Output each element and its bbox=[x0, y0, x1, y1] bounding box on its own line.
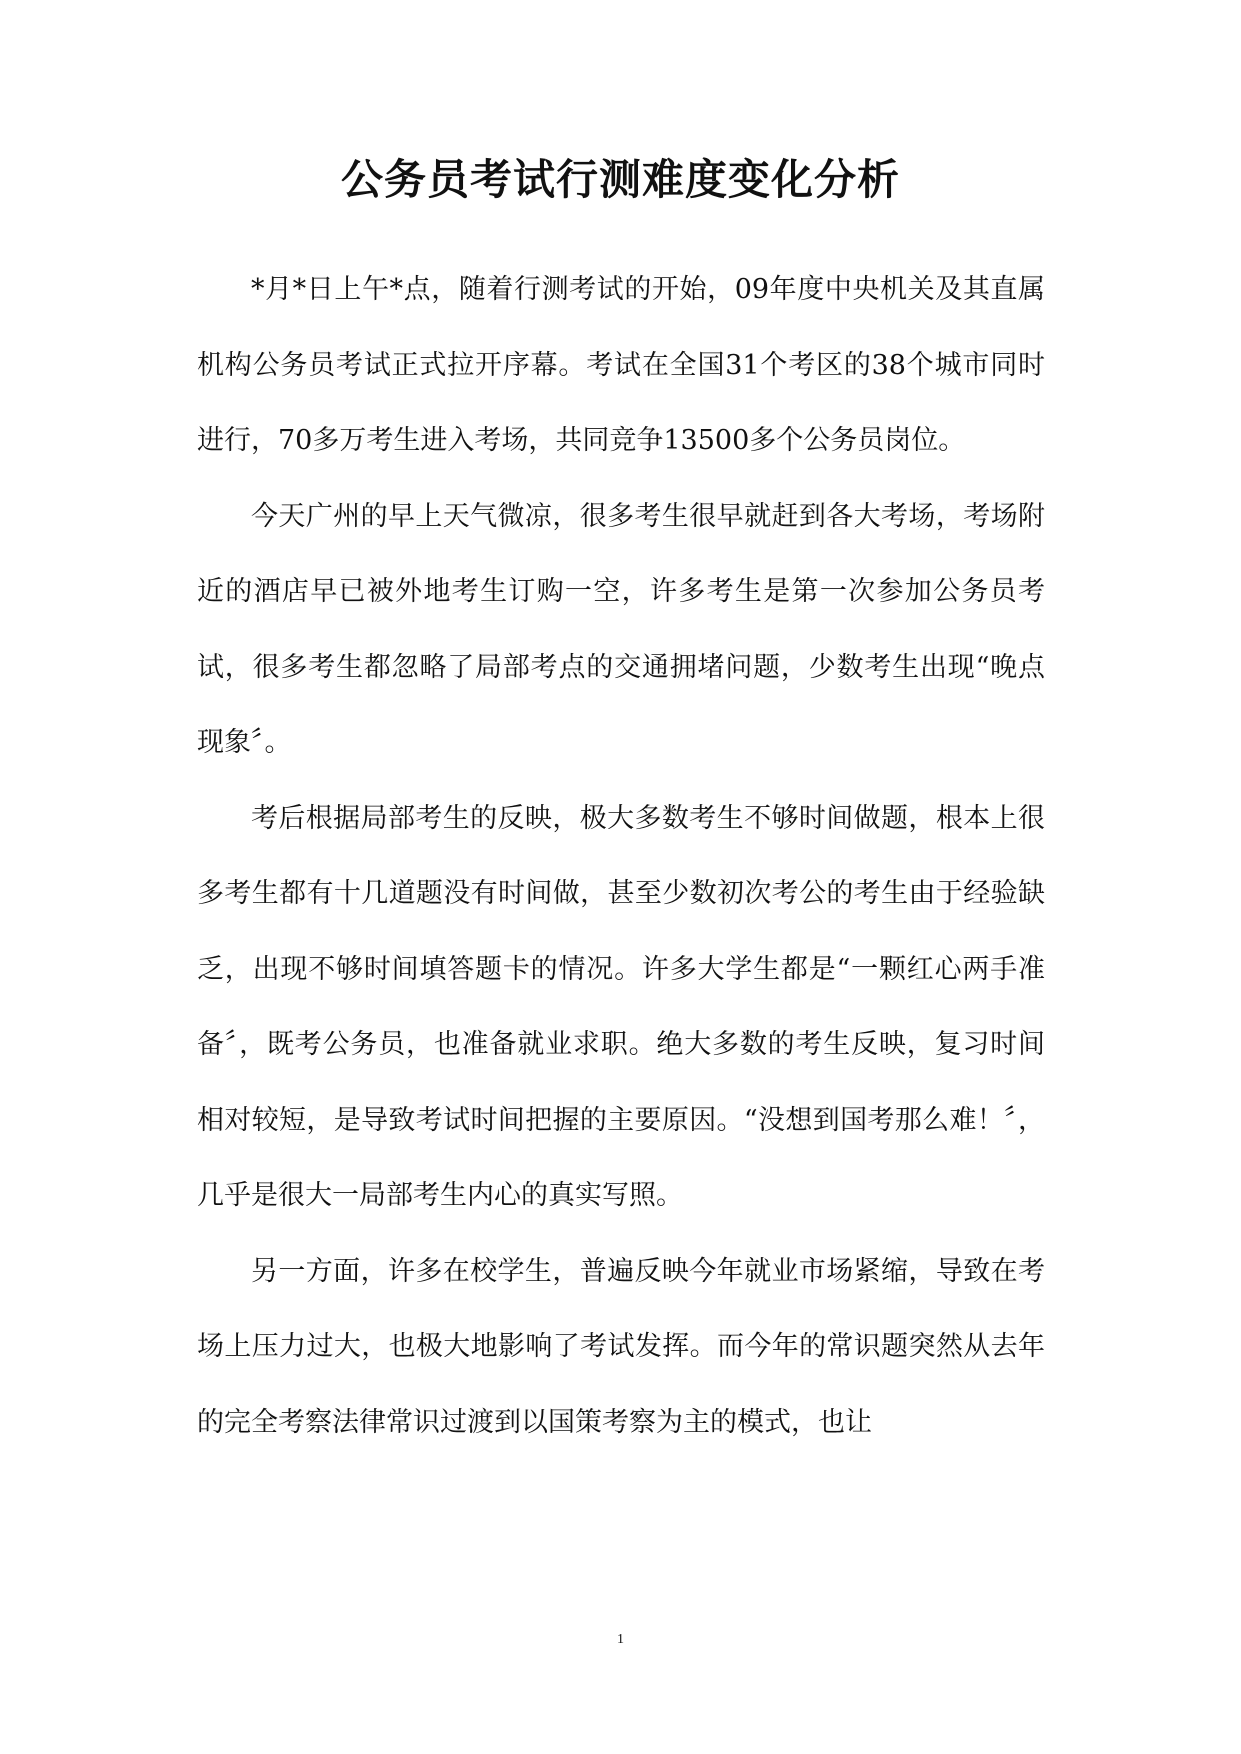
paragraph-3: 考后根据局部考生的反映，极大多数考生不够时间做题，根本上很多考生都有十几道题没有时间做，甚至少数初次考公的考生由于经验缺乏，出现不够时间填答题卡的情况。许多大学生都是“一颗红心两手准备〞，既考公务员，也准备就业求职。绝大多数的考生反映，复习时间相对较短，是导致考试时间把握的主要原因。“没想到国考那么难！〞，几乎是很大一局部考生内心的真实写照。 bbox=[197, 802, 1045, 1211]
paragraph-2: 今天广州的早上天气微凉，很多考生很早就赶到各大考场，考场附近的酒店早已被外地考生订购一空，许多考生是第一次参加公务员考试，很多考生都忽略了局部考点的交通拥堵问题，少数考生出现“晚点现象〞。 bbox=[197, 500, 1045, 758]
paragraph-4: 另一方面，许多在校学生，普遍反映今年就业市场紧缩，导致在考场上压力过大，也极大地影响了考试发挥。而今年的常识题突然从去年的完全考察法律常识过渡到以国策考察为主的模式，也让 bbox=[197, 1255, 1045, 1438]
document-body bbox=[197, 252, 1045, 1460]
page-number: 1 bbox=[617, 1632, 624, 1647]
document-title: 公务员考试行测难度变化分析 bbox=[340, 155, 900, 204]
paragraph-1: *月*日上午*点，随着行测考试的开始，09年度中央机关及其直属机构公务员考试正式拉开序幕。考试在全国31个考区的38个城市同时进行，70多万考生进入考场，共同竞争13500多个公务员岗位。 bbox=[197, 274, 1045, 456]
